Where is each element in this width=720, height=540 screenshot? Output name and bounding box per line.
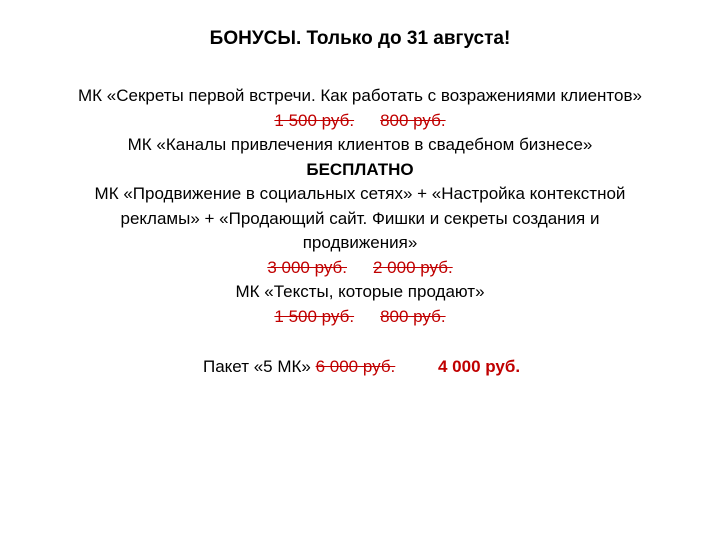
item-4-name: МК «Тексты, которые продают» <box>235 282 485 301</box>
item-4-price-strike <box>274 307 445 326</box>
item-4-old-price: 1 500 руб. <box>274 306 355 326</box>
package-new-price: 4 000 руб. <box>438 357 521 376</box>
item-3-name-line-2: рекламы» + «Продающий сайт. Фишки и секреты создания и <box>120 208 600 228</box>
item-1-price <box>60 109 660 134</box>
item-1-new-price: 800 руб. <box>380 110 446 130</box>
item-4-new-price: 800 руб. <box>380 306 446 326</box>
item-3-name-line-3: продвижения» <box>302 233 418 252</box>
item-3-price-strike <box>267 258 452 277</box>
package-old-price: 6 000 руб. <box>315 357 396 376</box>
item-2-status: БЕСПЛАТНО <box>306 159 414 179</box>
package-offer <box>60 355 660 379</box>
item-1-price-strike <box>274 111 445 130</box>
package-label: Пакет «5 МК» <box>203 357 311 376</box>
item-3-price <box>60 256 660 281</box>
item-2-name: МК «Каналы привлечения клиентов в свадебном бизнесе» <box>127 135 593 154</box>
item-1-old-price: 1 500 руб. <box>274 110 355 130</box>
item-4-price <box>60 305 660 330</box>
package-text <box>203 355 395 380</box>
bonus-list <box>60 84 660 379</box>
item-3-name-line-1: МК «Продвижение в социальных сетях» + «Настройка контекстной <box>94 184 626 203</box>
item-3-new-price: 2 000 руб. <box>373 257 453 277</box>
item-3-old-price: 3 000 руб. <box>267 257 347 277</box>
page-title: БОНУСЫ. Только до 31 августа! <box>209 28 511 49</box>
item-1-name: МК «Секреты первой встречи. Как работать с возражениями клиентов» <box>78 86 642 105</box>
spacer <box>60 329 660 355</box>
